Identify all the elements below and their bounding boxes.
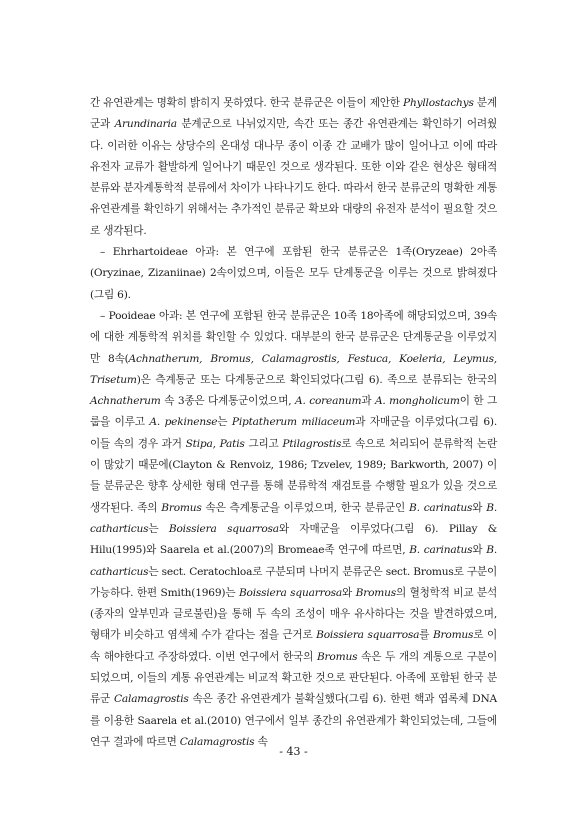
text-run: 속은 측계통군을 이루었으며, 한국 분류군인 <box>201 501 409 514</box>
page-number: - 43 - <box>279 745 308 758</box>
text-run: 속 3종은 다계통군이었으며, <box>160 395 296 408</box>
paragraph <box>90 306 497 753</box>
italic-term: Ptilagrostis <box>282 437 342 450</box>
italic-term: A. coreanum <box>295 395 362 408</box>
text-run: 와 <box>472 544 487 557</box>
text-run: 는 <box>217 416 232 429</box>
paragraph <box>90 242 497 306</box>
text-run: 분계군으로 나뉘었지만, 속간 또는 종간 유연관계는 확인하기 어려웠다. 이러한 이유는 상당수의 온대성 대나무 종이 이종 간 교배가 많이 일어나고 이에 따라 유전자 교류가 활발하게 일어나기 때문인 것으로 생각된다. 또한 이와 같은 현상은 형태적 분류와 분자계통학적 분류에서 차이가 나타나기도 한다. 따라서 한국 분류군의 명확한 계통 유연관계를 확인하기 위해서는 추가적인 분류군 확보와 대량의 유전자 분석이 필요할 것으로 생각된다. <box>90 118 497 237</box>
body-text <box>90 93 497 753</box>
text-run: 와 <box>342 586 356 599</box>
italic-term: Bromus <box>355 586 396 599</box>
italic-term: Boissiera squarrosa <box>316 629 420 642</box>
text-run: 와 <box>472 501 487 514</box>
text-run: 분계군과 <box>90 97 497 131</box>
italic-term: Phyllostachys <box>403 97 474 109</box>
text-run: 속은 종간 유연관계가 불확실했다(그림 6). 한편 핵과 엽록체 DNA를 이용한 Saarela et al.(2010) 연구에서 일부 종간의 유연관계가 확인되었는데, 그들에 연구 결과에 따르면 <box>90 693 497 748</box>
italic-term: Bromus <box>432 629 474 642</box>
italic-term: Achnatherum <box>90 395 161 408</box>
text-run: 로 속으로 처리되어 분류학적 논란이 많았기 때문에(Clayton & Renvoiz, 1986; Tzvelev, 1989; Barkworth, 2007) 이들 분류군은 향후 상세한 형태 연구를 통해 분류학적 재검토를 수행할 필요가 있을 것으로 생각된다. 족의 <box>90 437 497 514</box>
text-run: 와 자매군을 이루었다(그림 6). Pillay & Hilu(1995)와 Saarela et al.(2007)의 Bromeae족 연구에 따르면, <box>90 522 497 557</box>
text-run: 는 sect. Ceratochloa로 구분되며 나머지 분류군은 sect. Bromus로 구분이 가능하다. 한편 Smith(1969)는 <box>90 565 497 599</box>
text-run: 로 이속 해야한다고 주장하였다. 이번 연구에서 한국의 <box>90 629 497 663</box>
text-run: 는 <box>148 522 169 535</box>
italic-term: Calamagrostis <box>179 735 255 748</box>
italic-term: Bromus <box>316 650 358 663</box>
italic-term: Boissiera squarrosa <box>168 522 279 535</box>
italic-term: Achnatherum, Bromus, Calamagrostis, Festuca, Koeleria, Leymus, Trisetum <box>90 352 497 386</box>
text-run: 이 한 그룹을 이루고 <box>90 395 498 429</box>
italic-term: Bromus <box>161 501 202 514</box>
text-run: )은 측계통군 또는 다계통군으로 확인되었다(그림 6). 족으로 분류되는 한국의 <box>136 373 497 386</box>
text-run: 속 <box>254 735 268 748</box>
text-run: 를 <box>419 629 433 642</box>
text-run: 의 혈청학적 비교 분석(종자의 알부민과 글로불린)을 통해 두 속의 조성이 매우 유사하다는 것을 발견하였으며, 형태가 비슷하고 염색체 수가 같다는 점을 근거로 <box>90 586 498 642</box>
italic-term: Boissiera squarrosa <box>238 586 342 599</box>
text-run: 그리고 <box>244 437 283 450</box>
text-run: – Ehrhartoideae 아과: 본 연구에 포함된 한국 분류군은 1족(Oryzeae) 2아족(Oryzinae, Zizaniinae) 2속이었으며, 이들은 모두 단계통군을 이루는 것으로 밝혀졌다(그림 6). <box>90 246 497 301</box>
italic-term: B. catharticus <box>90 544 497 578</box>
italic-term: Stipa, Patis <box>185 437 245 450</box>
italic-term: B. catharticus <box>90 501 497 535</box>
paragraph <box>90 93 497 242</box>
italic-term: Arundinaria <box>114 118 177 131</box>
italic-term: A. pekinense <box>149 416 218 429</box>
italic-term: A. mongholicum <box>374 395 460 408</box>
italic-term: Piptatherum miliaceum <box>231 416 356 429</box>
italic-term: B. carinatus <box>409 501 473 514</box>
text-run: 과 <box>361 395 375 408</box>
text-run: 속은 두 개의 계통으로 구분이 되었으며, 이들의 계통 유연관계는 비교적 확고한 것으로 판단된다. 아족에 포함된 한국 분류군 <box>90 650 497 706</box>
italic-term: Calamagrostis <box>113 693 189 706</box>
text-run: 간 유연관계는 명확히 밝히지 못하였다. 한국 분류군은 이들이 제안한 <box>90 97 404 109</box>
text-run: – Pooideae 아과: 본 연구에 포함된 한국 분류군은 10족 18아족에 해당되었으며, 39속에 대한 계통학적 위치를 확인할 수 있었다. 대부분의 한국 분류군은 단계통군을 이루었지만 8속( <box>90 309 497 365</box>
text-run: 과 자매군을 이루었다(그림 6). 이들 속의 경우 과거 <box>90 416 498 450</box>
italic-term: B. carinatus <box>409 544 473 557</box>
